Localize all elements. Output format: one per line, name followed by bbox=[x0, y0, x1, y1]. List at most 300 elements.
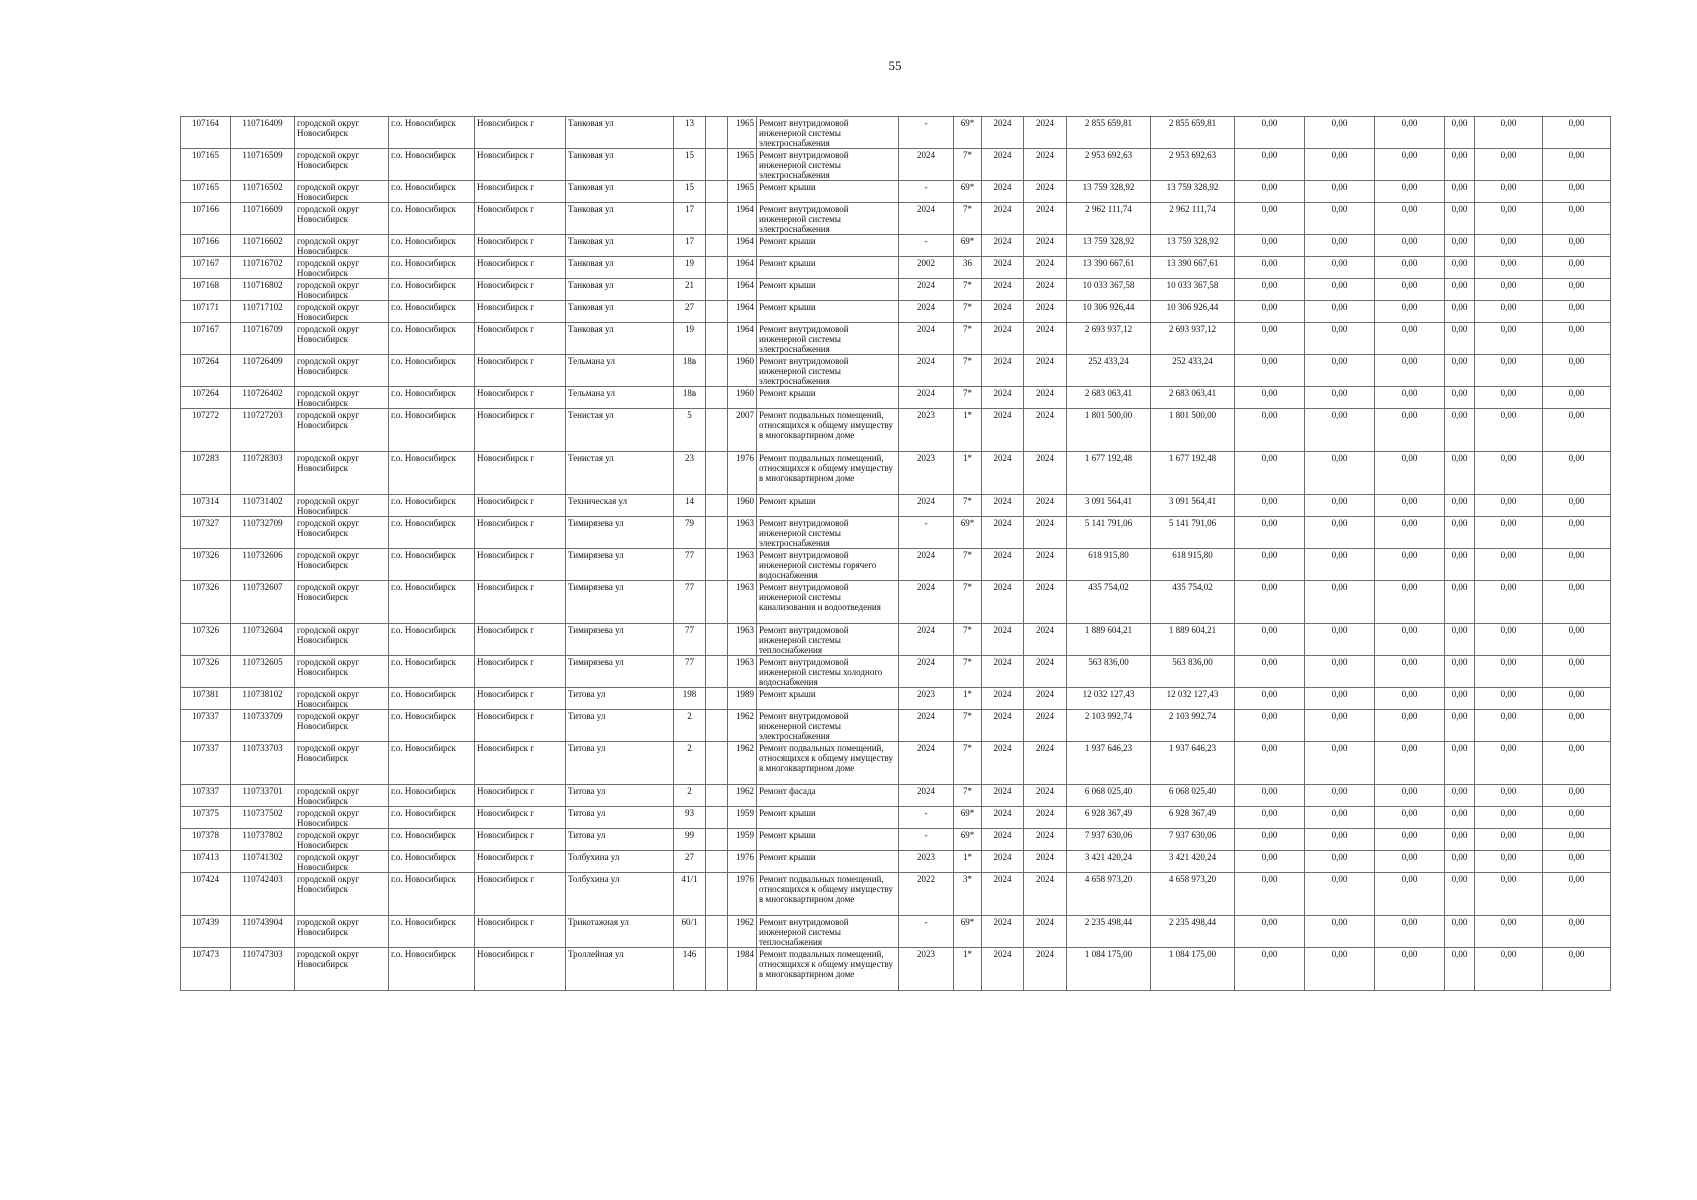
funding-cell-2: 0,00 bbox=[1305, 517, 1375, 549]
last-repair-year-cell: 2024 bbox=[899, 656, 954, 688]
last-repair-year-cell: 2023 bbox=[899, 452, 954, 495]
total-cost-cell: 12 032 127,43 bbox=[1151, 688, 1235, 710]
last-repair-year-cell: 2002 bbox=[899, 257, 954, 279]
building-letter-cell bbox=[706, 279, 728, 301]
funding-cell-1: 0,00 bbox=[1235, 581, 1305, 624]
settlement-cell: Новосибирск г bbox=[475, 495, 566, 517]
funding-cell-1: 0,00 bbox=[1235, 117, 1305, 149]
build-year-cell: 1963 bbox=[728, 624, 757, 656]
cost-cell: 13 759 328,92 bbox=[1067, 181, 1151, 203]
building-letter-cell bbox=[706, 517, 728, 549]
funding-cell-6: 0,00 bbox=[1543, 688, 1611, 710]
object-id-cell: 107424 bbox=[181, 873, 231, 916]
total-cost-cell: 1 084 175,00 bbox=[1151, 948, 1235, 991]
total-cost-cell: 1 677 192,48 bbox=[1151, 452, 1235, 495]
funding-cell-4: 0,00 bbox=[1445, 916, 1475, 948]
table-row bbox=[181, 549, 1611, 581]
house-number-cell: 18в bbox=[674, 387, 706, 409]
municipal-district-cell: городской округ Новосибирск bbox=[295, 117, 389, 149]
work-type-cell: Ремонт внутридомовой инженерной системы канализования и водоотведения bbox=[757, 581, 899, 624]
plan-start-year-cell: 2024 bbox=[982, 948, 1024, 991]
funding-cell-5: 0,00 bbox=[1475, 742, 1543, 785]
funding-cell-3: 0,00 bbox=[1375, 948, 1445, 991]
work-type-cell: Ремонт крыши bbox=[757, 851, 899, 873]
street-cell: Титова ул bbox=[566, 785, 674, 807]
funding-cell-2: 0,00 bbox=[1305, 452, 1375, 495]
funding-cell-2: 0,00 bbox=[1305, 710, 1375, 742]
funding-cell-3: 0,00 bbox=[1375, 829, 1445, 851]
work-code-cell: 110726402 bbox=[231, 387, 295, 409]
street-cell: Титова ул bbox=[566, 742, 674, 785]
object-id-cell: 107439 bbox=[181, 916, 231, 948]
funding-cell-1: 0,00 bbox=[1235, 323, 1305, 355]
funding-cell-2: 0,00 bbox=[1305, 301, 1375, 323]
funding-cell-5: 0,00 bbox=[1475, 948, 1543, 991]
plan-end-year-cell: 2024 bbox=[1024, 452, 1067, 495]
cost-cell: 6 928 367,49 bbox=[1067, 807, 1151, 829]
funding-cell-3: 0,00 bbox=[1375, 549, 1445, 581]
building-letter-cell bbox=[706, 916, 728, 948]
build-year-cell: 1964 bbox=[728, 203, 757, 235]
city-district-cell: г.о. Новосибирск bbox=[389, 688, 475, 710]
work-type-cell: Ремонт внутридомовой инженерной системы теплоснабжения bbox=[757, 624, 899, 656]
work-code-cell: 110732604 bbox=[231, 624, 295, 656]
work-type-cell: Ремонт подвальных помещений, относящихся к общему имуществу в многоквартирном доме bbox=[757, 409, 899, 452]
work-code-cell: 110716502 bbox=[231, 181, 295, 203]
plan-end-year-cell: 2024 bbox=[1024, 581, 1067, 624]
municipal-district-cell: городской округ Новосибирск bbox=[295, 452, 389, 495]
object-id-cell: 107283 bbox=[181, 452, 231, 495]
object-id-cell: 107326 bbox=[181, 549, 231, 581]
building-letter-cell bbox=[706, 549, 728, 581]
last-repair-year-cell: - bbox=[899, 181, 954, 203]
house-number-cell: 41/1 bbox=[674, 873, 706, 916]
house-number-cell: 5 bbox=[674, 409, 706, 452]
funding-cell-1: 0,00 bbox=[1235, 301, 1305, 323]
city-district-cell: г.о. Новосибирск bbox=[389, 517, 475, 549]
funding-cell-1: 0,00 bbox=[1235, 688, 1305, 710]
build-year-cell: 1965 bbox=[728, 149, 757, 181]
funding-cell-4: 0,00 bbox=[1445, 829, 1475, 851]
wear-cell: 1* bbox=[954, 452, 982, 495]
wear-cell: 3* bbox=[954, 873, 982, 916]
last-repair-year-cell: 2023 bbox=[899, 409, 954, 452]
object-id-cell: 107314 bbox=[181, 495, 231, 517]
work-code-cell: 110747303 bbox=[231, 948, 295, 991]
street-cell: Танковая ул bbox=[566, 149, 674, 181]
funding-cell-3: 0,00 bbox=[1375, 710, 1445, 742]
funding-cell-6: 0,00 bbox=[1543, 149, 1611, 181]
last-repair-year-cell: 2024 bbox=[899, 742, 954, 785]
building-letter-cell bbox=[706, 742, 728, 785]
object-id-cell: 107166 bbox=[181, 235, 231, 257]
city-district-cell: г.о. Новосибирск bbox=[389, 301, 475, 323]
work-code-cell: 110716702 bbox=[231, 257, 295, 279]
plan-end-year-cell: 2024 bbox=[1024, 517, 1067, 549]
funding-cell-4: 0,00 bbox=[1445, 409, 1475, 452]
city-district-cell: г.о. Новосибирск bbox=[389, 829, 475, 851]
building-letter-cell bbox=[706, 301, 728, 323]
settlement-cell: Новосибирск г bbox=[475, 301, 566, 323]
funding-cell-5: 0,00 bbox=[1475, 279, 1543, 301]
funding-cell-1: 0,00 bbox=[1235, 452, 1305, 495]
funding-cell-1: 0,00 bbox=[1235, 203, 1305, 235]
plan-end-year-cell: 2024 bbox=[1024, 948, 1067, 991]
plan-start-year-cell: 2024 bbox=[982, 710, 1024, 742]
plan-end-year-cell: 2024 bbox=[1024, 181, 1067, 203]
work-type-cell: Ремонт крыши bbox=[757, 829, 899, 851]
funding-cell-2: 0,00 bbox=[1305, 873, 1375, 916]
last-repair-year-cell: 2024 bbox=[899, 323, 954, 355]
cost-cell: 13 759 328,92 bbox=[1067, 235, 1151, 257]
build-year-cell: 1959 bbox=[728, 829, 757, 851]
plan-start-year-cell: 2024 bbox=[982, 581, 1024, 624]
last-repair-year-cell: 2024 bbox=[899, 624, 954, 656]
funding-cell-6: 0,00 bbox=[1543, 323, 1611, 355]
funding-cell-2: 0,00 bbox=[1305, 549, 1375, 581]
total-cost-cell: 3 421 420,24 bbox=[1151, 851, 1235, 873]
house-number-cell: 14 bbox=[674, 495, 706, 517]
build-year-cell: 1962 bbox=[728, 742, 757, 785]
object-id-cell: 107167 bbox=[181, 323, 231, 355]
funding-cell-1: 0,00 bbox=[1235, 656, 1305, 688]
object-id-cell: 107413 bbox=[181, 851, 231, 873]
house-number-cell: 27 bbox=[674, 301, 706, 323]
table-row bbox=[181, 181, 1611, 203]
wear-cell: 7* bbox=[954, 387, 982, 409]
funding-cell-6: 0,00 bbox=[1543, 948, 1611, 991]
cost-cell: 1 084 175,00 bbox=[1067, 948, 1151, 991]
funding-cell-3: 0,00 bbox=[1375, 807, 1445, 829]
plan-end-year-cell: 2024 bbox=[1024, 873, 1067, 916]
funding-cell-6: 0,00 bbox=[1543, 656, 1611, 688]
build-year-cell: 1960 bbox=[728, 355, 757, 387]
build-year-cell: 1963 bbox=[728, 517, 757, 549]
funding-cell-2: 0,00 bbox=[1305, 387, 1375, 409]
municipal-district-cell: городской округ Новосибирск bbox=[295, 203, 389, 235]
total-cost-cell: 13 759 328,92 bbox=[1151, 181, 1235, 203]
wear-cell: 69* bbox=[954, 829, 982, 851]
funding-cell-6: 0,00 bbox=[1543, 710, 1611, 742]
build-year-cell: 1976 bbox=[728, 851, 757, 873]
wear-cell: 7* bbox=[954, 279, 982, 301]
cost-cell: 1 801 500,00 bbox=[1067, 409, 1151, 452]
last-repair-year-cell: 2023 bbox=[899, 851, 954, 873]
table-row bbox=[181, 742, 1611, 785]
wear-cell: 69* bbox=[954, 916, 982, 948]
funding-cell-4: 0,00 bbox=[1445, 624, 1475, 656]
wear-cell: 7* bbox=[954, 785, 982, 807]
work-code-cell: 110733709 bbox=[231, 710, 295, 742]
work-type-cell: Ремонт крыши bbox=[757, 807, 899, 829]
funding-cell-5: 0,00 bbox=[1475, 452, 1543, 495]
building-letter-cell bbox=[706, 323, 728, 355]
funding-cell-3: 0,00 bbox=[1375, 279, 1445, 301]
wear-cell: 36 bbox=[954, 257, 982, 279]
work-code-cell: 110742403 bbox=[231, 873, 295, 916]
work-type-cell: Ремонт внутридомовой инженерной системы электроснабжения bbox=[757, 117, 899, 149]
settlement-cell: Новосибирск г bbox=[475, 851, 566, 873]
funding-cell-4: 0,00 bbox=[1445, 203, 1475, 235]
funding-cell-4: 0,00 bbox=[1445, 257, 1475, 279]
cost-cell: 13 390 667,61 bbox=[1067, 257, 1151, 279]
funding-cell-4: 0,00 bbox=[1445, 181, 1475, 203]
plan-end-year-cell: 2024 bbox=[1024, 387, 1067, 409]
table-row bbox=[181, 495, 1611, 517]
funding-cell-4: 0,00 bbox=[1445, 873, 1475, 916]
funding-cell-1: 0,00 bbox=[1235, 948, 1305, 991]
house-number-cell: 19 bbox=[674, 257, 706, 279]
wear-cell: 7* bbox=[954, 742, 982, 785]
funding-cell-6: 0,00 bbox=[1543, 452, 1611, 495]
plan-start-year-cell: 2024 bbox=[982, 688, 1024, 710]
funding-cell-5: 0,00 bbox=[1475, 495, 1543, 517]
funding-cell-5: 0,00 bbox=[1475, 149, 1543, 181]
work-type-cell: Ремонт крыши bbox=[757, 235, 899, 257]
table-row bbox=[181, 851, 1611, 873]
plan-end-year-cell: 2024 bbox=[1024, 301, 1067, 323]
settlement-cell: Новосибирск г bbox=[475, 355, 566, 387]
cost-cell: 563 836,00 bbox=[1067, 656, 1151, 688]
funding-cell-1: 0,00 bbox=[1235, 916, 1305, 948]
work-type-cell: Ремонт крыши bbox=[757, 495, 899, 517]
funding-cell-5: 0,00 bbox=[1475, 807, 1543, 829]
house-number-cell: 2 bbox=[674, 710, 706, 742]
funding-cell-2: 0,00 bbox=[1305, 117, 1375, 149]
building-letter-cell bbox=[706, 387, 728, 409]
municipal-district-cell: городской округ Новосибирск bbox=[295, 873, 389, 916]
table-row bbox=[181, 807, 1611, 829]
object-id-cell: 107272 bbox=[181, 409, 231, 452]
work-type-cell: Ремонт подвальных помещений, относящихся к общему имуществу в многоквартирном доме bbox=[757, 742, 899, 785]
house-number-cell: 23 bbox=[674, 452, 706, 495]
table-row bbox=[181, 948, 1611, 991]
settlement-cell: Новосибирск г bbox=[475, 948, 566, 991]
work-type-cell: Ремонт подвальных помещений, относящихся к общему имуществу в многоквартирном доме bbox=[757, 948, 899, 991]
funding-cell-4: 0,00 bbox=[1445, 851, 1475, 873]
building-letter-cell bbox=[706, 495, 728, 517]
work-type-cell: Ремонт крыши bbox=[757, 181, 899, 203]
funding-cell-3: 0,00 bbox=[1375, 387, 1445, 409]
funding-cell-5: 0,00 bbox=[1475, 409, 1543, 452]
last-repair-year-cell: - bbox=[899, 235, 954, 257]
city-district-cell: г.о. Новосибирск bbox=[389, 452, 475, 495]
plan-end-year-cell: 2024 bbox=[1024, 851, 1067, 873]
settlement-cell: Новосибирск г bbox=[475, 742, 566, 785]
funding-cell-2: 0,00 bbox=[1305, 807, 1375, 829]
object-id-cell: 107171 bbox=[181, 301, 231, 323]
funding-cell-4: 0,00 bbox=[1445, 948, 1475, 991]
table-row bbox=[181, 710, 1611, 742]
city-district-cell: г.о. Новосибирск bbox=[389, 235, 475, 257]
work-code-cell: 110743904 bbox=[231, 916, 295, 948]
work-code-cell: 110717102 bbox=[231, 301, 295, 323]
plan-start-year-cell: 2024 bbox=[982, 355, 1024, 387]
last-repair-year-cell: 2024 bbox=[899, 581, 954, 624]
funding-cell-4: 0,00 bbox=[1445, 688, 1475, 710]
settlement-cell: Новосибирск г bbox=[475, 549, 566, 581]
build-year-cell: 2007 bbox=[728, 409, 757, 452]
building-letter-cell bbox=[706, 581, 728, 624]
street-cell: Толбухина ул bbox=[566, 851, 674, 873]
build-year-cell: 1962 bbox=[728, 916, 757, 948]
house-number-cell: 77 bbox=[674, 656, 706, 688]
cost-cell: 1 937 646,23 bbox=[1067, 742, 1151, 785]
last-repair-year-cell: 2024 bbox=[899, 203, 954, 235]
street-cell: Троллейная ул bbox=[566, 948, 674, 991]
object-id-cell: 107164 bbox=[181, 117, 231, 149]
funding-cell-4: 0,00 bbox=[1445, 517, 1475, 549]
funding-cell-3: 0,00 bbox=[1375, 785, 1445, 807]
funding-cell-5: 0,00 bbox=[1475, 301, 1543, 323]
work-type-cell: Ремонт крыши bbox=[757, 301, 899, 323]
house-number-cell: 27 bbox=[674, 851, 706, 873]
plan-start-year-cell: 2024 bbox=[982, 785, 1024, 807]
city-district-cell: г.о. Новосибирск bbox=[389, 873, 475, 916]
last-repair-year-cell: 2024 bbox=[899, 549, 954, 581]
build-year-cell: 1964 bbox=[728, 257, 757, 279]
city-district-cell: г.о. Новосибирск bbox=[389, 355, 475, 387]
municipal-district-cell: городской округ Новосибирск bbox=[295, 624, 389, 656]
funding-cell-2: 0,00 bbox=[1305, 851, 1375, 873]
work-type-cell: Ремонт внутридомовой инженерной системы электроснабжения bbox=[757, 323, 899, 355]
object-id-cell: 107473 bbox=[181, 948, 231, 991]
plan-end-year-cell: 2024 bbox=[1024, 149, 1067, 181]
build-year-cell: 1965 bbox=[728, 181, 757, 203]
settlement-cell: Новосибирск г bbox=[475, 452, 566, 495]
total-cost-cell: 3 091 564,41 bbox=[1151, 495, 1235, 517]
funding-cell-1: 0,00 bbox=[1235, 387, 1305, 409]
funding-cell-5: 0,00 bbox=[1475, 710, 1543, 742]
building-letter-cell bbox=[706, 656, 728, 688]
municipal-district-cell: городской округ Новосибирск bbox=[295, 807, 389, 829]
street-cell: Титова ул bbox=[566, 829, 674, 851]
settlement-cell: Новосибирск г bbox=[475, 656, 566, 688]
funding-cell-1: 0,00 bbox=[1235, 149, 1305, 181]
table-row bbox=[181, 279, 1611, 301]
work-code-cell: 110732607 bbox=[231, 581, 295, 624]
work-code-cell: 110732605 bbox=[231, 656, 295, 688]
funding-cell-4: 0,00 bbox=[1445, 549, 1475, 581]
plan-start-year-cell: 2024 bbox=[982, 323, 1024, 355]
plan-end-year-cell: 2024 bbox=[1024, 829, 1067, 851]
funding-cell-5: 0,00 bbox=[1475, 181, 1543, 203]
total-cost-cell: 5 141 791,06 bbox=[1151, 517, 1235, 549]
settlement-cell: Новосибирск г bbox=[475, 181, 566, 203]
city-district-cell: г.о. Новосибирск bbox=[389, 710, 475, 742]
cost-cell: 1 677 192,48 bbox=[1067, 452, 1151, 495]
settlement-cell: Новосибирск г bbox=[475, 149, 566, 181]
object-id-cell: 107167 bbox=[181, 257, 231, 279]
table-row bbox=[181, 873, 1611, 916]
funding-cell-5: 0,00 bbox=[1475, 235, 1543, 257]
table-row bbox=[181, 323, 1611, 355]
funding-cell-4: 0,00 bbox=[1445, 235, 1475, 257]
table-row bbox=[181, 149, 1611, 181]
settlement-cell: Новосибирск г bbox=[475, 203, 566, 235]
street-cell: Танковая ул bbox=[566, 203, 674, 235]
funding-cell-5: 0,00 bbox=[1475, 203, 1543, 235]
total-cost-cell: 1 889 604,21 bbox=[1151, 624, 1235, 656]
house-number-cell: 99 bbox=[674, 829, 706, 851]
municipal-district-cell: городской округ Новосибирск bbox=[295, 301, 389, 323]
funding-cell-1: 0,00 bbox=[1235, 624, 1305, 656]
house-number-cell: 15 bbox=[674, 149, 706, 181]
municipal-district-cell: городской округ Новосибирск bbox=[295, 742, 389, 785]
funding-cell-4: 0,00 bbox=[1445, 355, 1475, 387]
wear-cell: 69* bbox=[954, 807, 982, 829]
plan-start-year-cell: 2024 bbox=[982, 829, 1024, 851]
work-code-cell: 110733703 bbox=[231, 742, 295, 785]
plan-start-year-cell: 2024 bbox=[982, 495, 1024, 517]
last-repair-year-cell: 2023 bbox=[899, 688, 954, 710]
last-repair-year-cell: - bbox=[899, 517, 954, 549]
plan-start-year-cell: 2024 bbox=[982, 656, 1024, 688]
work-type-cell: Ремонт внутридомовой инженерной системы электроснабжения bbox=[757, 203, 899, 235]
settlement-cell: Новосибирск г bbox=[475, 323, 566, 355]
street-cell: Тимирязева ул bbox=[566, 656, 674, 688]
funding-cell-1: 0,00 bbox=[1235, 742, 1305, 785]
object-id-cell: 107165 bbox=[181, 149, 231, 181]
funding-cell-5: 0,00 bbox=[1475, 829, 1543, 851]
funding-cell-1: 0,00 bbox=[1235, 851, 1305, 873]
total-cost-cell: 10 033 367,58 bbox=[1151, 279, 1235, 301]
building-letter-cell bbox=[706, 409, 728, 452]
object-id-cell: 107326 bbox=[181, 581, 231, 624]
cost-cell: 2 962 111,74 bbox=[1067, 203, 1151, 235]
street-cell: Танковая ул bbox=[566, 117, 674, 149]
cost-cell: 4 658 973,20 bbox=[1067, 873, 1151, 916]
house-number-cell: 21 bbox=[674, 279, 706, 301]
house-number-cell: 60/1 bbox=[674, 916, 706, 948]
funding-cell-1: 0,00 bbox=[1235, 235, 1305, 257]
work-type-cell: Ремонт крыши bbox=[757, 257, 899, 279]
work-code-cell: 110732709 bbox=[231, 517, 295, 549]
funding-cell-3: 0,00 bbox=[1375, 323, 1445, 355]
object-id-cell: 107264 bbox=[181, 355, 231, 387]
cost-cell: 2 683 063,41 bbox=[1067, 387, 1151, 409]
funding-cell-6: 0,00 bbox=[1543, 387, 1611, 409]
building-letter-cell bbox=[706, 710, 728, 742]
total-cost-cell: 2 855 659,81 bbox=[1151, 117, 1235, 149]
funding-cell-5: 0,00 bbox=[1475, 916, 1543, 948]
funding-cell-2: 0,00 bbox=[1305, 624, 1375, 656]
total-cost-cell: 2 953 692,63 bbox=[1151, 149, 1235, 181]
funding-cell-6: 0,00 bbox=[1543, 279, 1611, 301]
build-year-cell: 1965 bbox=[728, 117, 757, 149]
work-type-cell: Ремонт внутридомовой инженерной системы горячего водоснабжения bbox=[757, 549, 899, 581]
funding-cell-5: 0,00 bbox=[1475, 323, 1543, 355]
funding-cell-2: 0,00 bbox=[1305, 829, 1375, 851]
work-code-cell: 110733701 bbox=[231, 785, 295, 807]
municipal-district-cell: городской округ Новосибирск bbox=[295, 495, 389, 517]
city-district-cell: г.о. Новосибирск bbox=[389, 807, 475, 829]
funding-cell-2: 0,00 bbox=[1305, 279, 1375, 301]
total-cost-cell: 563 836,00 bbox=[1151, 656, 1235, 688]
wear-cell: 7* bbox=[954, 323, 982, 355]
wear-cell: 7* bbox=[954, 495, 982, 517]
work-type-cell: Ремонт внутридомовой инженерной системы электроснабжения bbox=[757, 149, 899, 181]
table-row bbox=[181, 355, 1611, 387]
work-code-cell: 110731402 bbox=[231, 495, 295, 517]
work-code-cell: 110716609 bbox=[231, 203, 295, 235]
build-year-cell: 1989 bbox=[728, 688, 757, 710]
cost-cell: 10 306 926,44 bbox=[1067, 301, 1151, 323]
building-letter-cell bbox=[706, 452, 728, 495]
funding-cell-6: 0,00 bbox=[1543, 851, 1611, 873]
table-row bbox=[181, 624, 1611, 656]
total-cost-cell: 618 915,80 bbox=[1151, 549, 1235, 581]
